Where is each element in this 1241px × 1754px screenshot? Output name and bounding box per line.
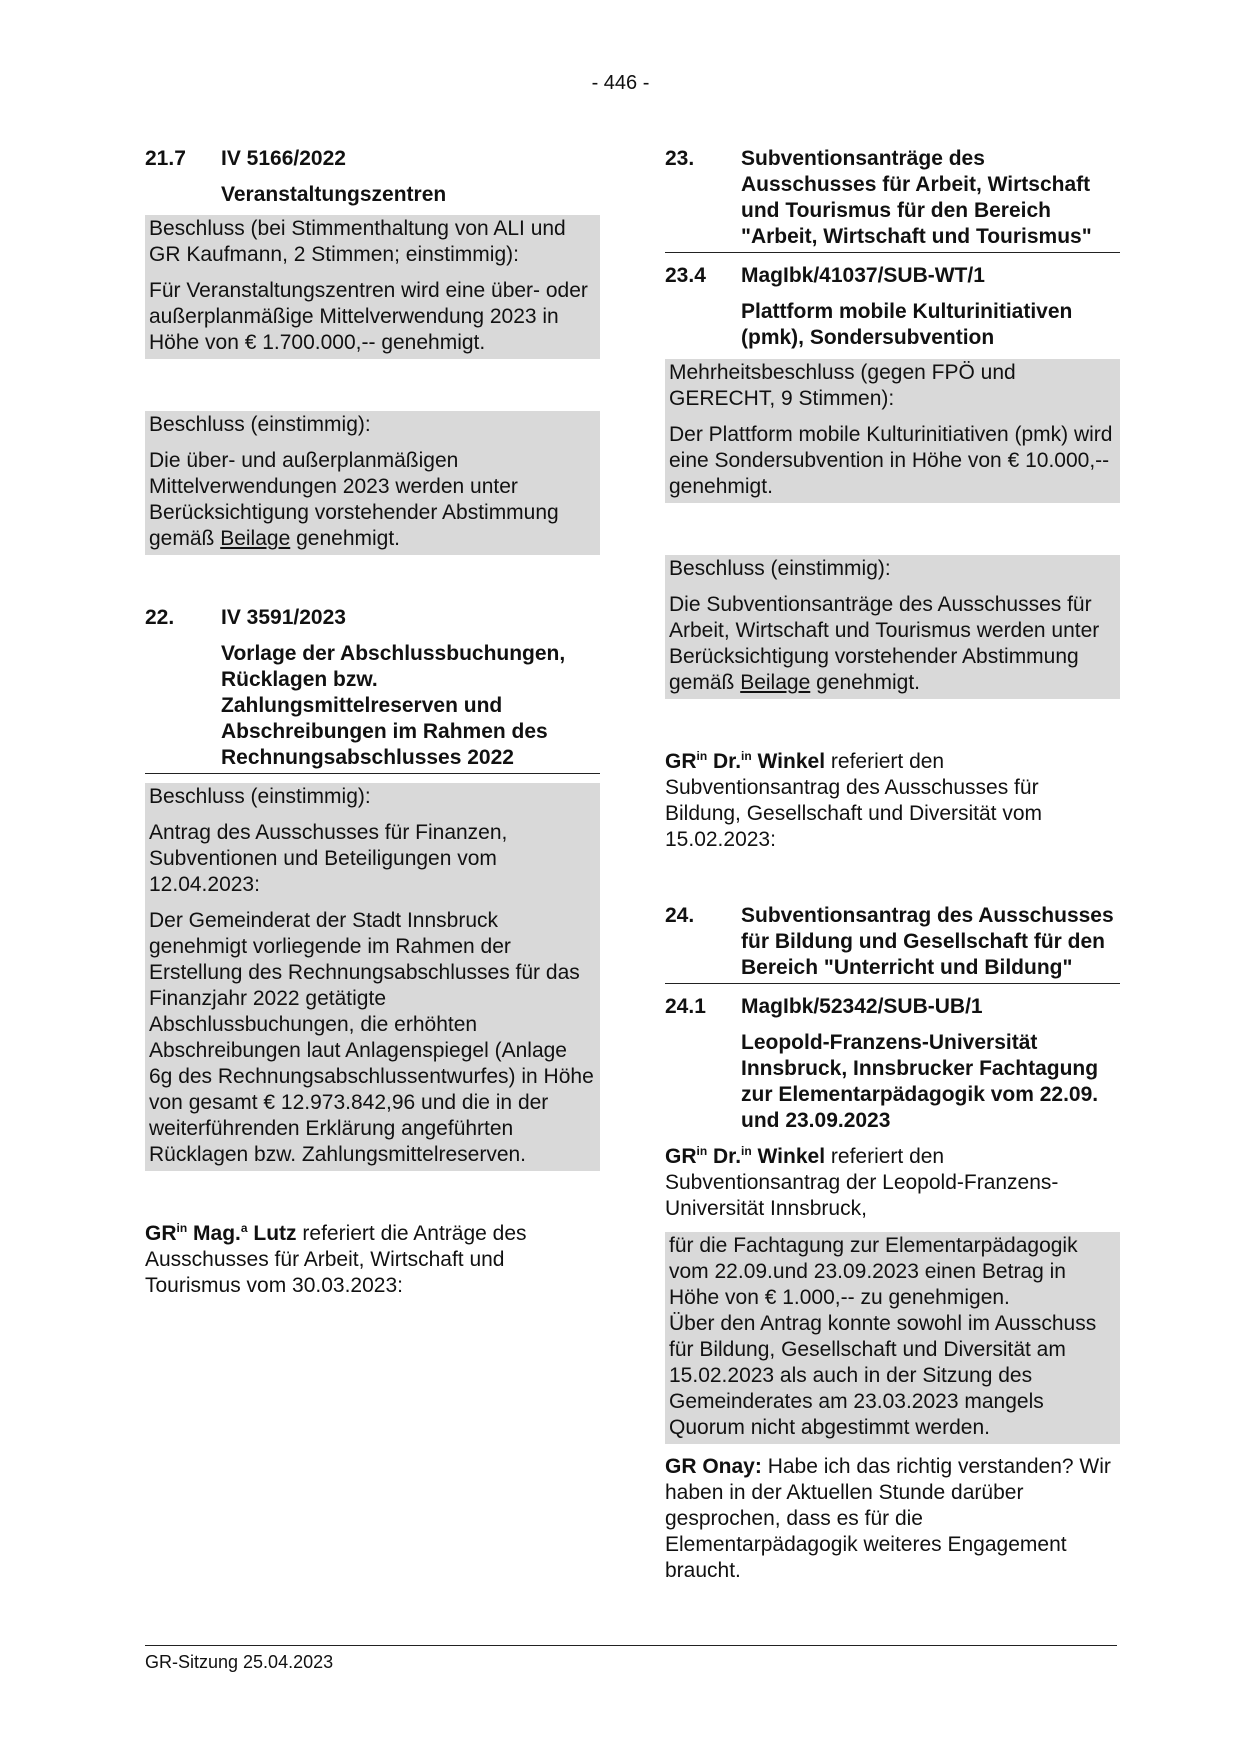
- speaker-name: GR Onay:: [665, 1455, 762, 1478]
- speaker-name: $GR^{in}$ Mag.$^a$ Lutz: [145, 1221, 297, 1245]
- footer: [145, 1645, 1117, 1673]
- section-title: Subventionsantrag des Ausschusses für Bildung und Gesellschaft für den Bereich "Unterricht und Bildung": [741, 904, 1114, 979]
- resolution-label: Beschluss (einstimmig):: [149, 413, 371, 436]
- proposal-text: für die Fachtagung zur Elementarpädagogik vom 22.09.und 23.09.2023 einen Betrag in Höhe von € 1.000,-- zu genehmigen.: [669, 1234, 1078, 1309]
- section-number: 24.1: [665, 995, 706, 1018]
- resolution-text: Der Gemeinderat der Stadt Innsbruck genehmigt vorliegende im Rahmen der Erstellung des Rechnungsabschlusses für das Finanzjahr 2022 getätigte Abschlussbuchungen, die erhöhten Abschreibungen laut Anlagenspiegel (Anlage 6g des Rechnungsabschlussentwurfes) in Höhe von gesamt € 12.973.842,96 und die in der weiterführenden Erklärung angeführten Rücklagen bzw. Zahlungsmittelreserven.: [149, 909, 594, 1166]
- resolution-box: [665, 359, 1120, 503]
- resolution-text: Die über- und außerplanmäßigen Mittelverwendungen 2023 werden unter Berücksichtigung vorstehender Abstimmung gemäß Beilage genehmigt.: [149, 449, 559, 550]
- resolution-text: Für Veranstaltungszentren wird eine über- oder außerplanmäßige Mittelverwendung 2023 in Höhe von € 1.700.000,-- genehmigt.: [149, 279, 588, 354]
- section-heading-23-4: [665, 263, 1120, 289]
- footer-text: GR-Sitzung 25.04.2023: [145, 1652, 334, 1672]
- resolution-box: [665, 555, 1120, 699]
- section-reference: IV 3591/2023: [221, 606, 346, 629]
- section-number: 21.7: [145, 147, 186, 170]
- resolution-label: Beschluss (einstimmig):: [149, 785, 371, 808]
- resolution-label: Beschluss (bei Stimmenthaltung von ALI und GR Kaufmann, 2 Stimmen; einstimmig):: [149, 217, 566, 266]
- beilage-link[interactable]: Beilage: [220, 527, 291, 550]
- section-heading-24-1: [665, 994, 1120, 1020]
- speaker-text: Habe ich das richtig verstanden? Wir haben in der Aktuellen Stunde darüber gesprochen, dass es für die Elementarpädagogik weiteres Engagement braucht.: [665, 1455, 1111, 1582]
- section-reference: MagIbk/41037/SUB-WT/1: [741, 264, 985, 287]
- speaker-paragraph: [145, 1221, 600, 1299]
- section-heading-21-7: [145, 146, 600, 172]
- section-heading-22: [145, 605, 600, 631]
- resolution-text: Die Subventionsanträge des Ausschusses für Arbeit, Wirtschaft und Tourismus werden unter Berücksichtigung vorstehender Abstimmung gemäß Beilage genehmigt.: [669, 593, 1100, 694]
- section-heading-23: [665, 146, 1120, 253]
- proposal-box: [665, 1232, 1120, 1444]
- section-number: 22.: [145, 606, 175, 629]
- proposal-note: Über den Antrag konnte sowohl im Ausschuss für Bildung, Gesellschaft und Diversität am 15.02.2023 als auch in der Sitzung des Gemeinderates am 23.03.2023 mangels Quorum nicht abgestimmt werden.: [669, 1312, 1097, 1439]
- section-title: Vorlage der Abschlussbuchungen, Rücklagen bzw. Zahlungsmittelreserven und Abschreibungen im Rahmen des Rechnungsabschlusses 2022: [145, 641, 600, 774]
- resolution-box: [145, 783, 600, 1171]
- section-heading-24: [665, 903, 1120, 984]
- resolution-text: Antrag des Ausschusses für Finanzen, Subventionen und Beteiligungen vom 12.04.2023:: [149, 821, 508, 896]
- right-column: [665, 146, 1120, 1584]
- section-number: 23.4: [665, 264, 706, 287]
- speaker-paragraph: [665, 1144, 1120, 1222]
- section-reference: IV 5166/2022: [221, 147, 346, 170]
- section-number: 23.: [665, 147, 695, 170]
- page-number: - 446 -: [591, 72, 650, 94]
- resolution-label: Beschluss (einstimmig):: [669, 557, 891, 580]
- speaker-text: referiert den Subventionsantrag des Ausschusses für Bildung, Gesellschaft und Diversität vom 15.02.2023:: [665, 750, 1043, 851]
- resolution-text: Der Plattform mobile Kulturinitiativen (pmk) wird eine Sondersubvention in Höhe von € 10.000,-- genehmigt.: [669, 423, 1113, 498]
- speaker-paragraph: [665, 1454, 1120, 1584]
- section-title: Subventionsanträge des Ausschusses für Arbeit, Wirtschaft und Tourismus für den Bereich "Arbeit, Wirtschaft und Tourismus": [741, 147, 1092, 248]
- speaker-paragraph: [665, 749, 1120, 853]
- speaker-text: referiert die Anträge des Ausschusses für Arbeit, Wirtschaft und Tourismus vom 30.03.2023:: [145, 1222, 527, 1297]
- resolution-box: [145, 215, 600, 359]
- section-number: 24.: [665, 904, 695, 927]
- section-title: Leopold-Franzens-Universität Innsbruck, Innsbrucker Fachtagung zur Elementarpädagogik vom 22.09. und 23.09.2023: [741, 1031, 1099, 1132]
- resolution-label: Mehrheitsbeschluss (gegen FPÖ und GERECHT, 9 Stimmen):: [669, 361, 1016, 410]
- beilage-link[interactable]: Beilage: [740, 671, 811, 694]
- section-title: Plattform mobile Kulturinitiativen (pmk), Sondersubvention: [741, 300, 1073, 349]
- speaker-name: $GR^{in}$ Dr.$^{in}$ Winkel: [665, 749, 826, 773]
- resolution-box: [145, 411, 600, 555]
- speaker-name: $GR^{in}$ Dr.$^{in}$ Winkel: [665, 1144, 826, 1168]
- speaker-text: referiert den Subventionsantrag der Leopold-Franzens-Universität Innsbruck,: [665, 1145, 1059, 1220]
- section-reference: MagIbk/52342/SUB-UB/1: [741, 995, 983, 1018]
- left-column: [145, 146, 600, 1299]
- section-title: Veranstaltungszentren: [221, 183, 447, 206]
